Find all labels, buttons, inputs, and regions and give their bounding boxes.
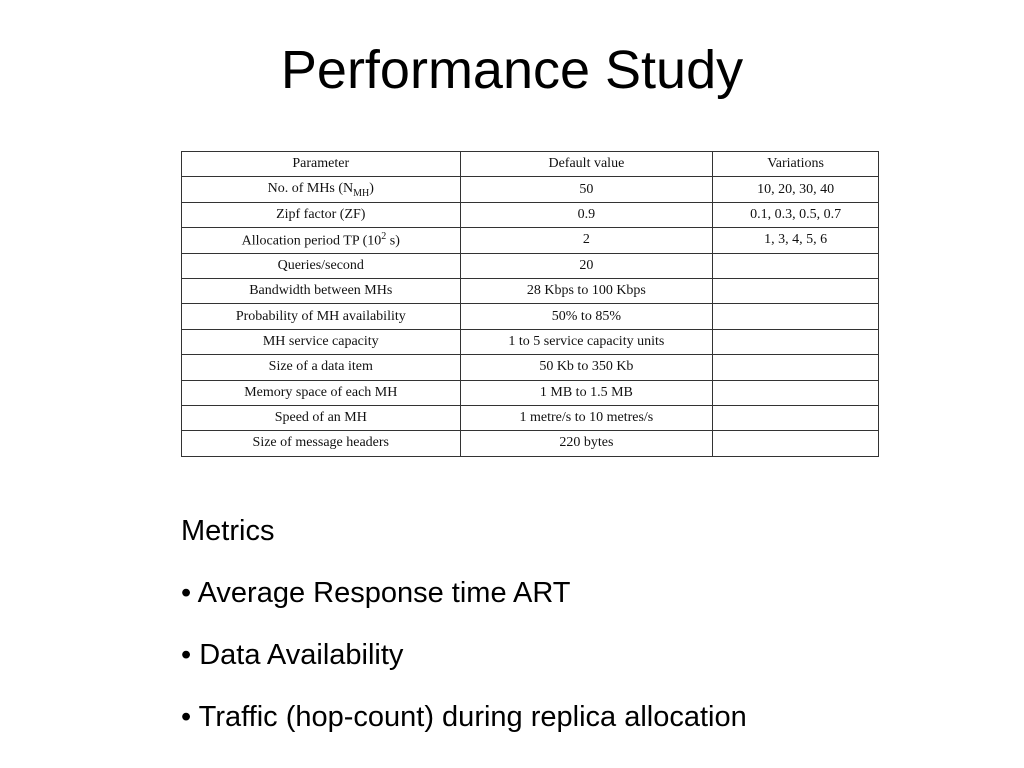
cell-default-value: 0.9: [460, 202, 713, 227]
cell-parameter: [182, 177, 461, 202]
cell-parameter: Size of a data item: [182, 355, 461, 380]
cell-variations: [713, 380, 879, 405]
table-row: [182, 431, 879, 456]
cell-variations: [713, 405, 879, 430]
parameter-subscript: MH: [353, 187, 370, 199]
table-row: [182, 355, 879, 380]
cell-default-value: 50: [460, 177, 713, 202]
metric-item-traffic: • Traffic (hop-count) during replica allocation: [181, 701, 747, 733]
cell-parameter: Zipf factor (ZF): [182, 202, 461, 227]
cell-parameter: Bandwidth between MHs: [182, 278, 461, 303]
cell-default-value: 1 to 5 service capacity units: [460, 329, 713, 354]
cell-default-value: 1 metre/s to 10 metres/s: [460, 405, 713, 430]
header-parameter: Parameter: [182, 152, 461, 177]
cell-variations: 1, 3, 4, 5, 6: [713, 228, 879, 253]
metrics-list: [181, 574, 1001, 736]
cell-variations: [713, 278, 879, 303]
table-row: [182, 304, 879, 329]
parameter-superscript: 2: [381, 231, 387, 243]
metrics-section: [181, 512, 1001, 760]
cell-parameter: Size of message headers: [182, 431, 461, 456]
table-row: [182, 253, 879, 278]
table-header-row: [182, 152, 879, 177]
parameters-table: [181, 151, 879, 457]
parameter-text: Allocation period TP (10: [241, 233, 382, 249]
cell-variations: [713, 355, 879, 380]
cell-default-value: 50 Kb to 350 Kb: [460, 355, 713, 380]
cell-parameter: Queries/second: [182, 253, 461, 278]
cell-default-value: 20: [460, 253, 713, 278]
cell-default-value: 1 MB to 1.5 MB: [460, 380, 713, 405]
table-row: [182, 380, 879, 405]
parameter-text-end: s): [386, 233, 400, 249]
metric-item-average-response-time: • Average Response time ART: [181, 577, 571, 609]
cell-parameter: Memory space of each MH: [182, 380, 461, 405]
cell-default-value: 50% to 85%: [460, 304, 713, 329]
metrics-heading: Metrics: [181, 515, 275, 547]
cell-variations: 10, 20, 30, 40: [713, 177, 879, 202]
table-row: [182, 202, 879, 227]
cell-variations: [713, 431, 879, 456]
cell-default-value: 28 Kbps to 100 Kbps: [460, 278, 713, 303]
cell-variations: [713, 253, 879, 278]
table-row: [182, 228, 879, 253]
parameter-text: No. of MHs (N: [267, 180, 354, 196]
cell-variations: [713, 329, 879, 354]
header-default-value: Default value: [460, 152, 713, 177]
slide-title: Performance Study: [280, 40, 744, 100]
cell-default-value: 220 bytes: [460, 431, 713, 456]
table-row: [182, 405, 879, 430]
table-row: [182, 329, 879, 354]
header-variations: Variations: [713, 152, 879, 177]
cell-parameter: Probability of MH availability: [182, 304, 461, 329]
cell-parameter: MH service capacity: [182, 329, 461, 354]
metric-item-data-availability: • Data Availability: [181, 639, 404, 671]
cell-variations: [713, 304, 879, 329]
cell-variations: 0.1, 0.3, 0.5, 0.7: [713, 202, 879, 227]
cell-default-value: 2: [460, 228, 713, 253]
cell-parameter: [182, 228, 461, 253]
table-row: [182, 177, 879, 202]
table-row: [182, 278, 879, 303]
parameter-text-end: ): [369, 180, 374, 196]
cell-parameter: Speed of an MH: [182, 405, 461, 430]
